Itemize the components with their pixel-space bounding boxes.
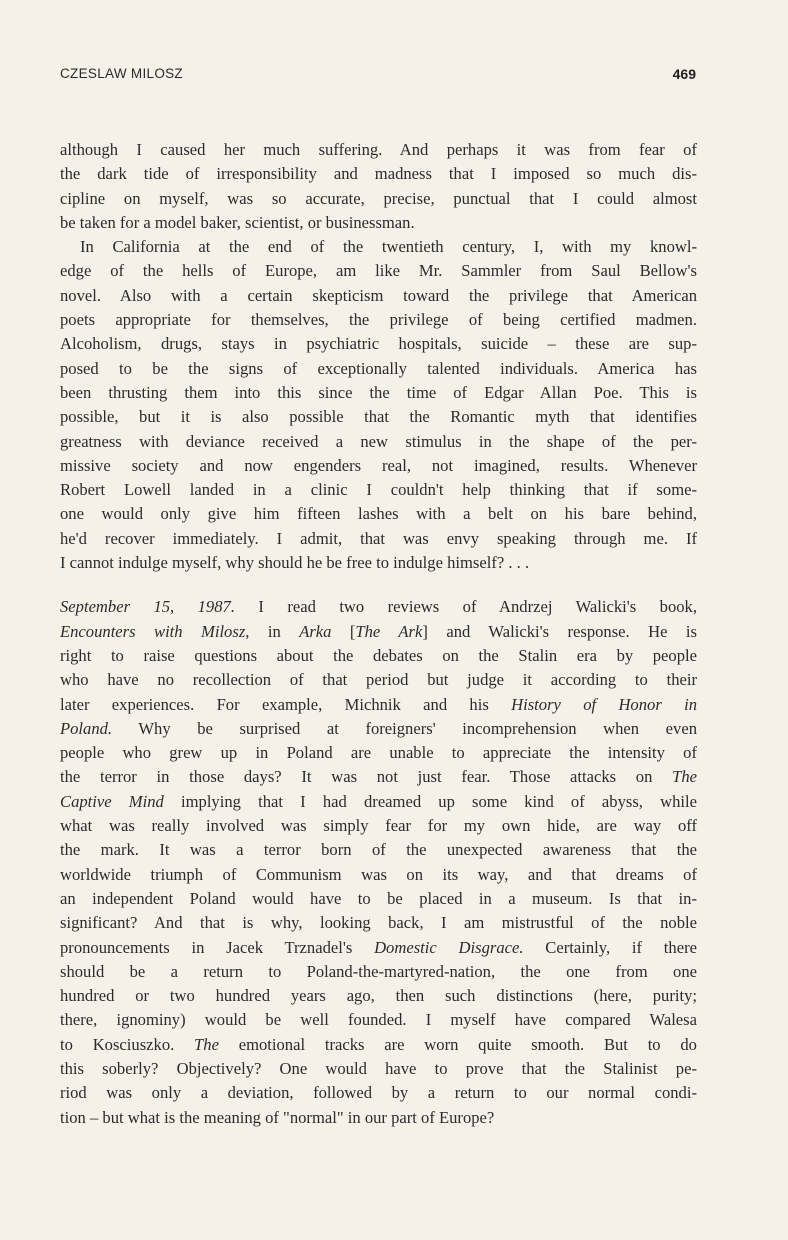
text-line: Robert Lowell landed in a clinic I couldn't help thinking that if some- (60, 480, 697, 500)
text-line: In California at the end of the twentieth century, I, with my knowl- (80, 237, 697, 257)
italic-title: Encounters with Milosz, (60, 621, 250, 641)
text-line: the terror in those days? It was not just fear. Those attacks on The (60, 767, 697, 787)
italic-title: Captive Mind (60, 791, 164, 811)
text-line: riod was only a deviation, followed by a return to our normal condi- (60, 1083, 697, 1103)
italic-title: History of Honor in (511, 694, 698, 714)
paragraph-3-diary-entry (60, 595, 697, 1130)
italic-title: The (672, 767, 697, 787)
text-line: novel. Also with a certain skepticism toward the privilege that American (60, 285, 697, 305)
text-line: edge of the hells of Europe, am like Mr. Sammler from Saul Bellow's (60, 261, 697, 281)
text-line: he'd recover immediately. I admit, that was envy speaking through me. If (60, 528, 697, 548)
text-line: significant? And that is why, looking back, I am mistrustful of the noble (60, 913, 697, 933)
text-line: I cannot indulge myself, why should he be free to indulge himself? . . . (60, 553, 530, 573)
text-line: worldwide triumph of Communism was on its way, and that dreams of (60, 864, 697, 884)
text-line: pronouncements in Jacek Trznadel's Domestic Disgrace. Certainly, if there (60, 937, 697, 957)
text-line: Encounters with Milosz, in Arka [The Ark] and Walicki's response. He is (60, 621, 697, 641)
paragraph-2 (60, 235, 697, 575)
text-line: cipline on myself, was so accurate, precise, punctual that I could almost (60, 188, 697, 208)
italic-title: Poland. (60, 718, 113, 738)
text-line: right to raise questions about the debates on the Stalin era by people (60, 645, 697, 665)
page-number: 469 (672, 66, 696, 82)
text-line: Alcoholism, drugs, stays in psychiatric hospitals, suicide – these are sup- (60, 334, 697, 354)
text-line: greatness with deviance received a new stimulus in the shape of the per- (60, 431, 697, 451)
text-line: been thrusting them into this since the time of Edgar Allan Poe. This is (60, 382, 697, 402)
paragraph-1 (60, 138, 697, 235)
running-head-author: CZESLAW MILOSZ (60, 66, 183, 81)
italic-title: Domestic Disgrace. (374, 937, 524, 957)
text-line: an independent Poland would have to be placed in a museum. Is that in- (60, 888, 697, 908)
text-line: poets appropriate for themselves, the privilege of being certified madmen. (60, 310, 697, 330)
text-line: posed to be the signs of exceptionally talented individuals. America has (60, 358, 697, 378)
text-line: what was really involved was simply fear for my own hide, are way off (60, 816, 697, 836)
text-line: Captive Mind implying that I had dreamed up some kind of abyss, while (60, 791, 697, 811)
text-line: this soberly? Objectively? One would have to prove that the Stalinist pe- (60, 1058, 697, 1078)
text-line: missive society and now engenders real, not imagined, results. Whenever (60, 455, 697, 475)
text-line: to Kosciuszko. The emotional tracks are worn quite smooth. But to do (60, 1034, 697, 1054)
italic-title: The Ark (355, 621, 423, 641)
text-line: there, ignominy) would be well founded. I myself have compared Walesa (60, 1010, 697, 1030)
running-head (60, 66, 696, 86)
text-line: be taken for a model baker, scientist, or businessman. (60, 212, 415, 232)
text-line: September 15, 1987. I read two reviews of Andrzej Walicki's book, (60, 597, 697, 617)
italic-title: Arka (299, 621, 332, 641)
text-line: later experiences. For example, Michnik and his History of Honor in (60, 694, 698, 714)
section-gap (60, 575, 697, 595)
text-line: people who grew up in Poland are unable to appreciate the intensity of (60, 743, 697, 763)
diary-date: September 15, 1987. (60, 597, 235, 617)
text-line: although I caused her much suffering. And perhaps it was from fear of (60, 140, 697, 159)
text-line: possible, but it is also possible that the Romantic myth that identifies (60, 407, 697, 427)
text-line: should be a return to Poland-the-martyred-nation, the one from one (60, 961, 697, 981)
text-line: who have no recollection of that period but judge it according to their (60, 670, 697, 690)
text-line: the dark tide of irresponsibility and madness that I imposed so much dis- (60, 164, 697, 184)
text-line: tion – but what is the meaning of "normal" in our part of Europe? (60, 1107, 495, 1127)
body-text (60, 138, 697, 1130)
italic-title: The (194, 1034, 219, 1054)
text-line: Poland. Why be surprised at foreigners' incomprehension when even (60, 718, 697, 738)
text-line: hundred or two hundred years ago, then such distinctions (here, purity; (60, 986, 697, 1006)
text-line: one would only give him fifteen lashes with a belt on his bare behind, (60, 504, 697, 524)
text-line: the mark. It was a terror born of the unexpected awareness that the (60, 840, 697, 860)
